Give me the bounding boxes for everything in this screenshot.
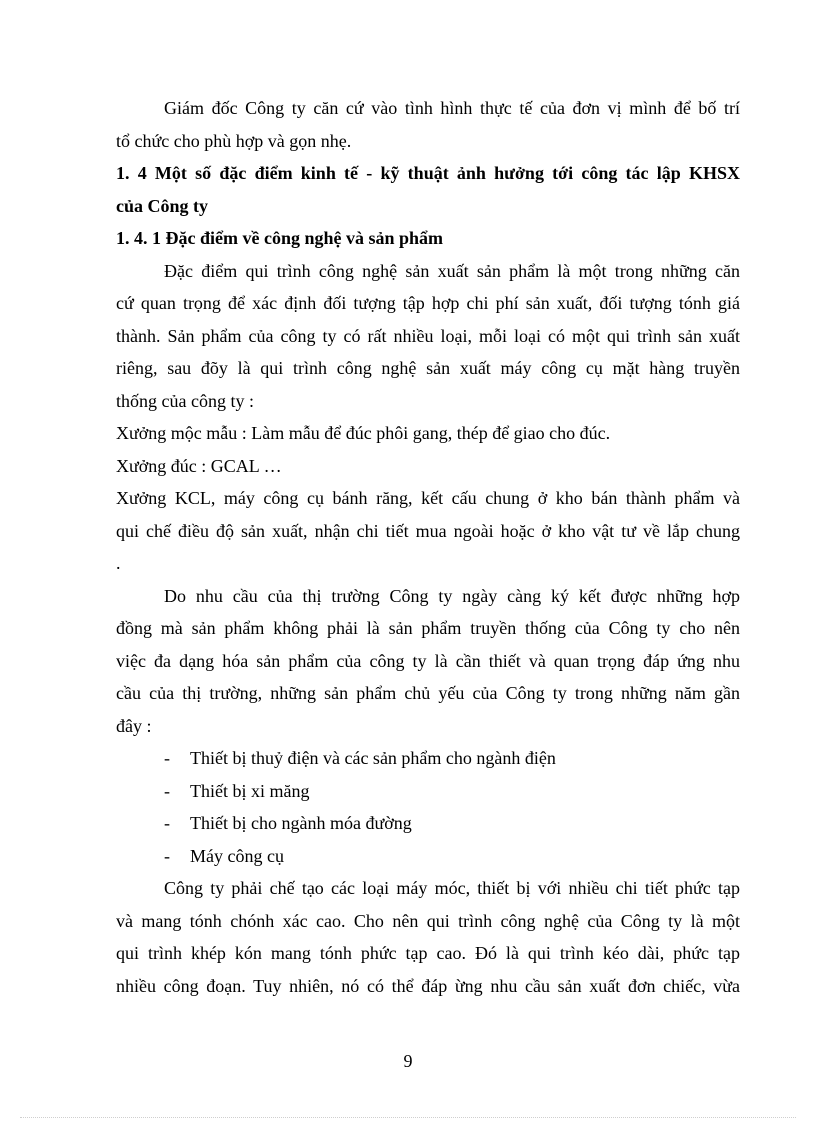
page-number: 9 [403,1051,413,1071]
paragraph-line: Giám đốc Công ty căn cứ vào tình hình thực tế của đơn vị mình để bố trí [164,98,740,118]
paragraph-line: đây : [116,715,152,736]
bullet-text: Thiết bị cho ngành móa đường [190,813,412,833]
paragraph-line: cứ quan trọng để xác định đối tượng tập hợp chi phí sản xuất, đối tượng tónh giá [116,293,740,313]
bullet-item [116,807,740,840]
paragraph-line: qui trình khép kón mang tónh phức tạp cao. Đó là qui trình kéo dài, phức tạp [116,943,740,963]
paragraph-line: tổ chức cho phù hợp và gọn nhẹ. [116,130,352,151]
paragraph-line: . [116,553,121,573]
paragraph-line: Công ty phải chế tạo các loại máy móc, thiết bị với nhiều chi tiết phức tạp [164,878,740,898]
paragraph-line: thống của công ty : [116,390,254,411]
paragraph-line: thành. Sản phẩm của công ty có rất nhiều loại, mỗi loại có một qui trình sản xuất [116,325,740,346]
paragraph-line: Xưởng KCL, máy công cụ bánh răng, kết cấu chung ở kho bán thành phẩm và [116,488,740,508]
paragraph-line: Đặc điểm qui trình công nghệ sản xuất sản phẩm là một trong những căn [164,260,740,281]
paragraph-line: nhiều công đoạn. Tuy nhiên, nó có thể đáp ừng nhu cầu sản xuất đơn chiếc, vừa [116,975,740,996]
bullet-text: Thiết bị thuỷ điện và các sản phẩm cho ngành điện [190,748,556,768]
paragraph-line: Xưởng đúc : GCAL … [116,455,282,476]
paragraph-line: cầu của thị trường, những sản phẩm chủ yếu của Công ty trong những năm gần [116,683,740,703]
bullet-item [116,775,740,808]
bullet-text: Thiết bị xi măng [190,780,310,801]
paragraph-line: Xưởng mộc mẫu : Làm mẫu để đúc phôi gang, thép để giao cho đúc. [116,423,611,443]
bullet-dash: - [164,813,170,833]
subsection-heading: 1. 4. 1 Đặc điểm về công nghệ và sản phẩm [116,228,444,248]
paragraph-line: việc đa dạng hóa sản phẩm của công ty là cần thiết và quan trọng đáp ứng nhu [116,650,740,671]
bullet-item [116,840,740,873]
bullet-dash: - [164,748,170,768]
page-bottom-divider [20,1117,796,1118]
paragraph-line: đồng mà sản phẩm không phải là sản phẩm truyền thống của Công ty cho nên [116,618,740,638]
section-heading: 1. 4 Một số đặc điểm kinh tế - kỹ thuật ảnh hưởng tới công tác lập KHSX [116,163,740,183]
bullet-dash: - [164,780,170,801]
bullet-dash: - [164,845,170,866]
paragraph-line: riêng, sau đõy là qui trình công nghệ sản xuất máy công cụ mặt hàng truyền [116,358,740,378]
document-body [116,92,740,1002]
bullet-text: Máy công cụ [190,845,284,866]
bullet-item [116,742,740,775]
paragraph-line: Do nhu cầu của thị trường Công ty ngày càng ký kết được những hợp [164,585,740,606]
paragraph-line: qui chế điều độ sản xuất, nhận chi tiết mua ngoài hoặc ở kho vật tư về lắp chung [116,520,740,541]
section-heading: của Công ty [116,195,209,216]
paragraph-line: và mang tónh chónh xác cao. Cho nên qui trình công nghệ của Công ty là một [116,910,740,931]
